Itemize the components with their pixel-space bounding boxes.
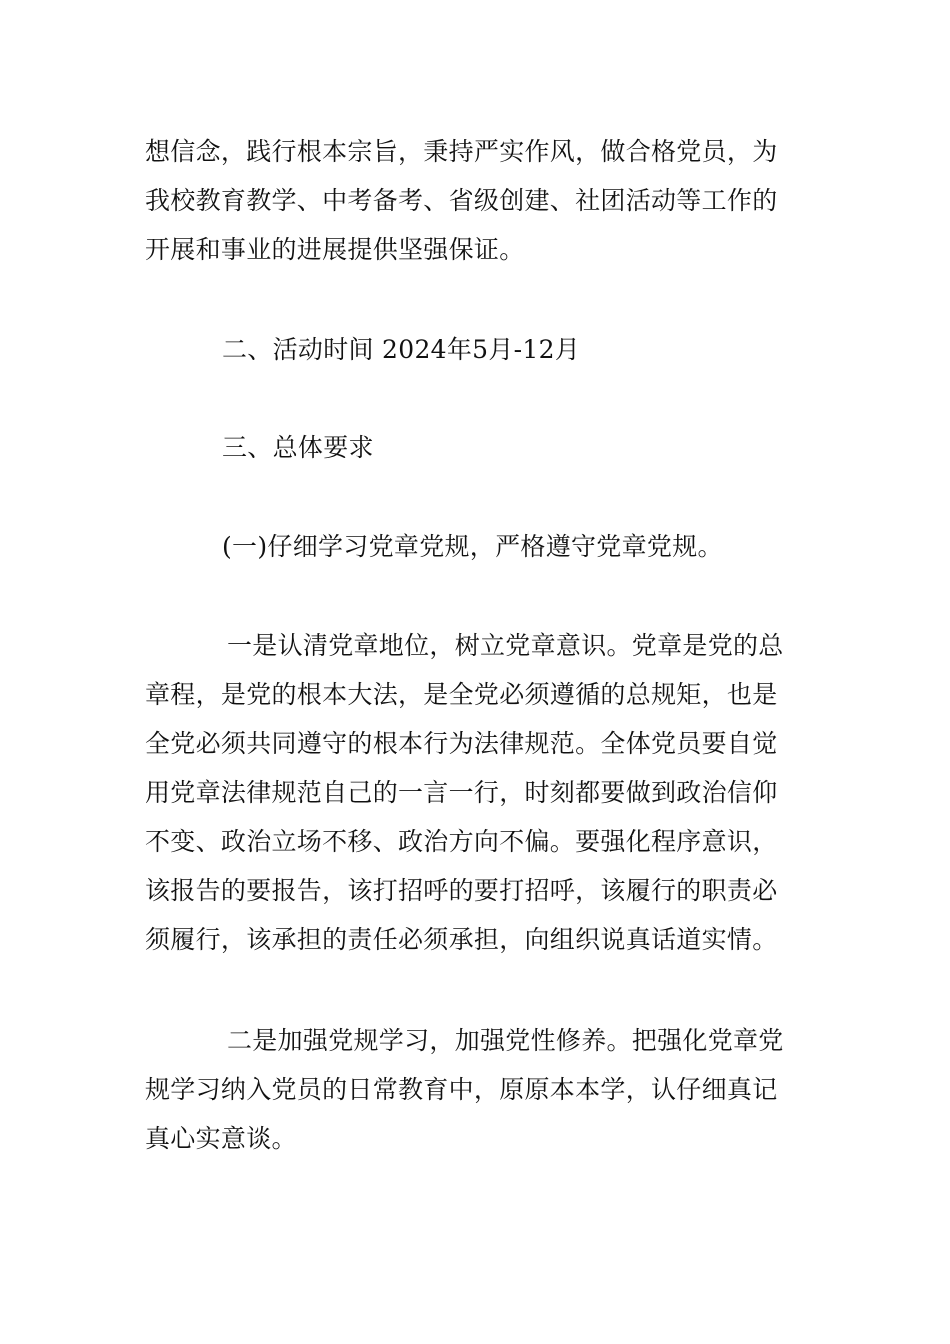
text-line: 须履行，该承担的责任必须承担，向组织说真话道实情。 [145, 925, 778, 954]
text-line: 开展和事业的进展提供坚强保证。 [145, 235, 525, 264]
text-line: 规学习纳入党员的日常教育中，原原本本学，认仔细真记 [145, 1075, 778, 1104]
text-line: 一是认清党章地位，树立党章意识。党章是党的总 [227, 631, 784, 660]
heading-line: (一)仔细学习党章党规，严格遵守党章党规。 [222, 532, 723, 561]
paragraph-point-one [145, 621, 813, 964]
heading-line: 三、总体要求 [222, 433, 374, 462]
text-line: 真心实意谈。 [145, 1124, 297, 1153]
heading-line: 二、活动时间 2024年5月-12月 [222, 335, 581, 364]
section-heading-general-requirements [145, 423, 813, 472]
section-heading-activity-time [145, 325, 813, 374]
text-line: 用党章法律规范自己的一言一行，时刻都要做到政治信仰 [145, 778, 778, 807]
subsection-heading-study-party-rules [145, 522, 813, 571]
text-line: 该报告的要报告，该打招呼的要打招呼，该履行的职责必 [145, 876, 778, 905]
text-line: 章程，是党的根本大法，是全党必须遵循的总规矩，也是 [145, 680, 778, 709]
text-line: 我校教育教学、中考备考、省级创建、社团活动等工作的 [145, 186, 778, 215]
text-line: 全党必须共同遵守的根本行为法律规范。全体党员要自觉 [145, 729, 778, 758]
paragraph-intro-continuation [145, 127, 813, 274]
text-line: 不变、政治立场不移、政治方向不偏。要强化程序意识， [145, 827, 778, 856]
paragraph-point-two [145, 1016, 813, 1163]
text-line: 二是加强党规学习，加强党性修养。把强化党章党 [227, 1026, 784, 1055]
text-line: 想信念，践行根本宗旨，秉持严实作风，做合格党员，为 [145, 137, 778, 166]
